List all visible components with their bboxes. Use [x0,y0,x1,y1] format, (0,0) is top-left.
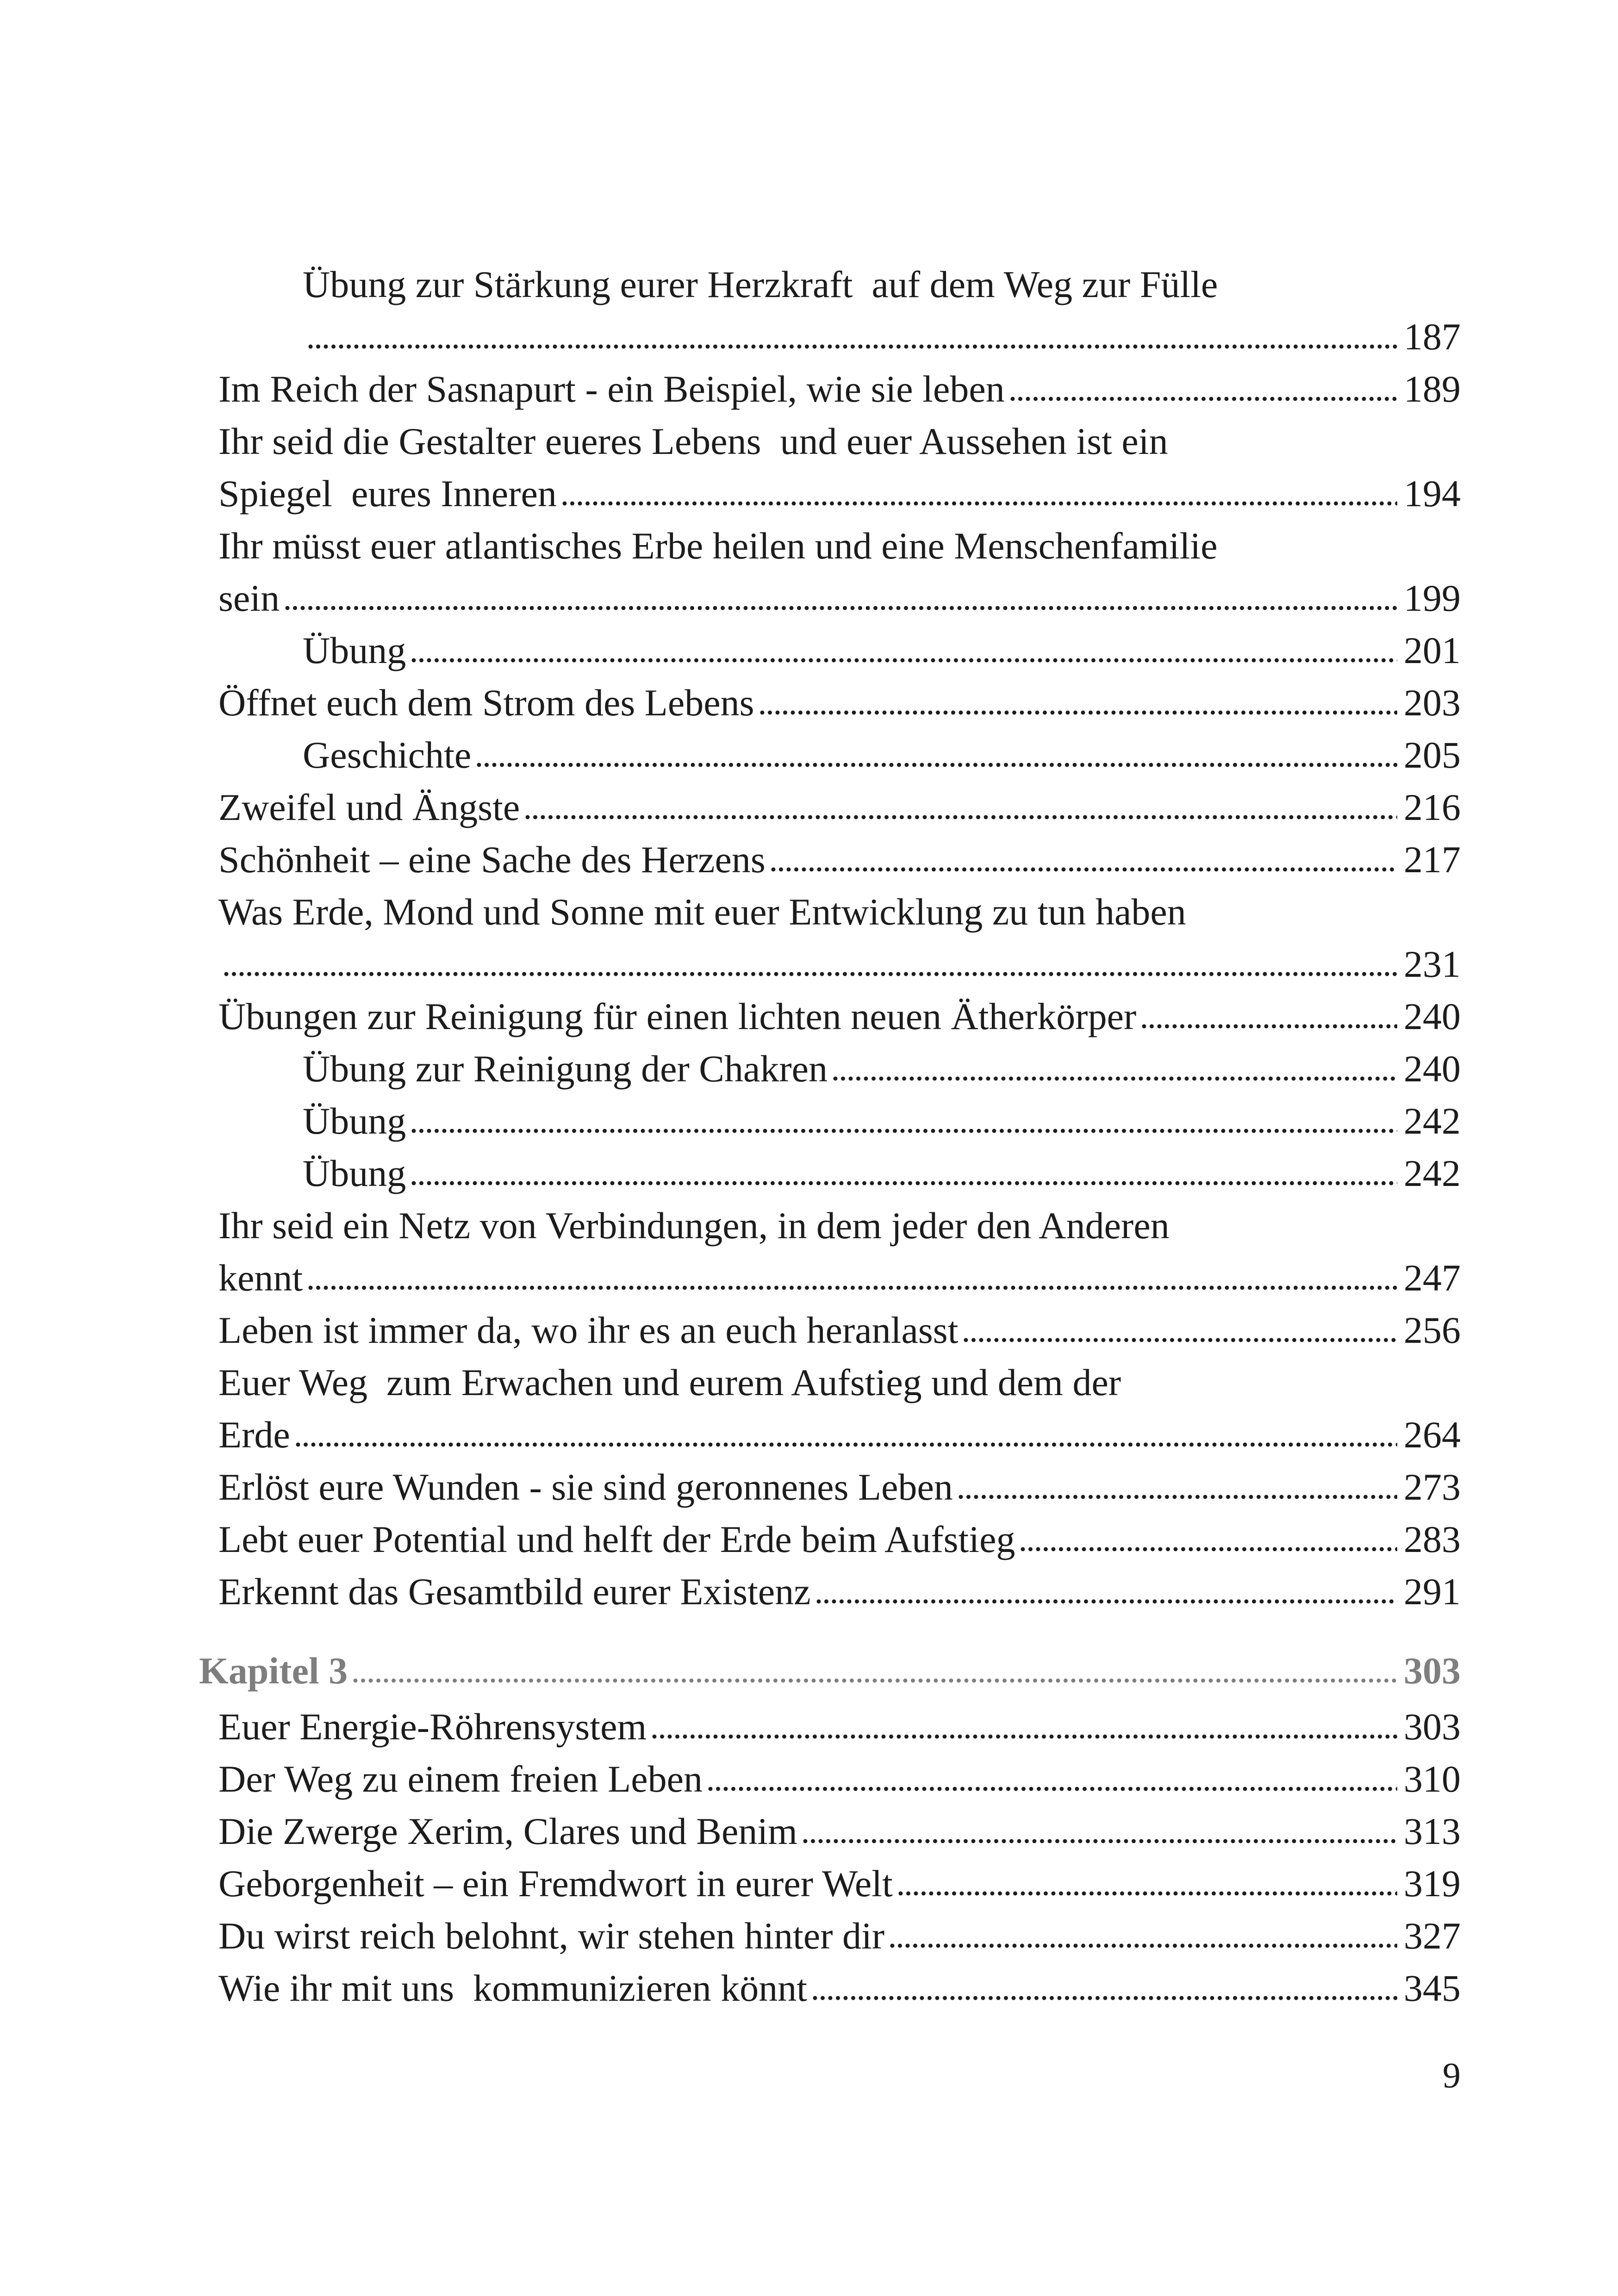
toc-entry-last-line [218,990,1461,1043]
toc-entry-title: Erde [218,1414,290,1456]
toc-entry-page-number: 264 [1404,1414,1461,1456]
toc-entry-page-number: 310 [1404,1758,1461,1800]
toc-entry [218,1805,1461,1857]
toc-entry [218,1461,1461,1513]
dot-leader [760,708,1397,715]
toc-entry-page-number: 303 [1404,1706,1461,1748]
toc-entry-last-line [218,781,1461,833]
toc-entry [218,833,1461,886]
toc-entry-title: Erkennt das Gesamtbild eurer Existenz [218,1570,811,1613]
dot-leader [296,1440,1397,1447]
toc-entry [218,258,1461,363]
toc-entry [218,1095,1461,1147]
toc-entry [218,1565,1461,1618]
toc-entry-last-line [218,1461,1461,1513]
toc-entry-page-number: 242 [1404,1100,1461,1142]
toc-entry [218,990,1461,1043]
toc-entry-last-line [218,1805,1461,1857]
toc-entry-title: Übung [303,1100,406,1142]
dot-leader [958,1492,1397,1500]
toc-entry-title: Lebt euer Potential und helft der Erde beim Aufstieg [218,1518,1015,1560]
toc-entry-page-number: 247 [1404,1257,1461,1299]
toc-entry-last-line [218,1910,1461,1962]
toc-entry-last-line [218,833,1461,886]
dot-leader [1021,1545,1397,1552]
toc-entry-text-line: Was Erde, Mond und Sonne mit euer Entwicklung zu tun haben [218,891,1186,933]
dot-leader [890,1941,1397,1948]
toc-entry [218,1043,1461,1095]
toc-chapter-entry [199,1644,1461,1697]
toc-entry-title: Zweifel und Ängste [218,786,520,828]
toc-entry [218,1753,1461,1805]
toc-entry [218,1199,1461,1304]
toc-entry [218,1513,1461,1565]
toc-entry-title: Leben ist immer da, wo ihr es an euch heranlasst [218,1309,958,1351]
toc-entry-title: Übung [303,1152,406,1194]
toc-entry-last-line [218,676,1461,729]
toc-entry-title: kennt [218,1257,303,1299]
toc-entry [218,886,1461,990]
toc-entry [218,1857,1461,1910]
toc-entry [218,1304,1461,1356]
dot-leader [308,342,1397,349]
toc-entry [218,781,1461,833]
dot-leader [898,1889,1397,1896]
toc-entry-last-line [303,624,1461,676]
toc-entry-title: Öffnet euch dem Strom des Lebens [218,682,754,724]
dot-leader [353,1676,1397,1683]
toc-entry-last-line [218,1409,1461,1461]
toc-entry-page-number: 231 [1404,943,1461,985]
toc-entry [218,1910,1461,1962]
toc-entry-title: Geschichte [303,734,472,776]
toc-entry [218,624,1461,676]
dot-leader [813,1993,1397,2001]
toc-entry-last-line [303,1043,1461,1095]
toc-entry-title: Kapitel 3 [199,1650,348,1692]
toc-entry-text-line: Euer Weg zum Erwachen und eurem Aufstieg und dem der [218,1361,1121,1403]
dot-leader [964,1335,1397,1343]
toc-entry-last-line [218,1962,1461,2014]
toc-entry-title: Schönheit – eine Sache des Herzens [218,838,765,881]
toc-entry-last-line [218,572,1461,624]
toc-entry-title: Übung zur Reinigung der Chakren [303,1048,828,1090]
toc-entry-page-number: 240 [1404,1048,1461,1090]
toc-entry [218,1962,1461,2014]
dot-leader [803,1837,1397,1844]
toc-entry-title: Wie ihr mit uns kommunizieren könnt [218,1967,808,2009]
dot-leader [477,760,1397,768]
toc-entry [218,1700,1461,1753]
toc-entry-last-line [218,1252,1461,1304]
dot-leader [771,865,1397,872]
page-number: 9 [1443,2055,1461,2095]
toc-entry-page-number: 240 [1404,995,1461,1037]
toc-entry-page-number: 313 [1404,1810,1461,1852]
toc-entry-last-line [303,310,1461,363]
toc-entry-page-number: 273 [1404,1466,1461,1508]
toc-entry [218,520,1461,624]
dot-leader [1010,394,1397,402]
dot-leader [833,1074,1397,1081]
toc-entry-page-number: 303 [1404,1650,1461,1692]
toc-entry-last-line [303,1147,1461,1199]
table-of-contents [199,258,1461,2014]
dot-leader [562,499,1397,506]
toc-entry-text-line: Ihr seid die Gestalter eueres Lebens und euer Aussehen ist ein [218,420,1168,462]
dot-leader [525,813,1397,820]
dot-leader [285,603,1397,611]
dot-leader [708,1784,1397,1792]
toc-entry-title: Erlöst eure Wunden - sie sind geronnenes Leben [218,1466,953,1508]
toc-entry-last-line [303,1095,1461,1147]
toc-entry-last-line [218,1304,1461,1356]
toc-entry-last-line [218,1565,1461,1618]
toc-entry-title: Euer Energie-Röhrensystem [218,1706,647,1748]
toc-entry-last-line [218,1700,1461,1753]
toc-entry [218,1356,1461,1461]
toc-entry-page-number: 217 [1404,838,1461,881]
toc-entry-title: Spiegel eures Inneren [218,472,557,515]
toc-entry-page-number: 291 [1404,1570,1461,1613]
toc-entry-title: Im Reich der Sasnapurt - ein Beispiel, wie sie leben [218,368,1005,410]
toc-entry-last-line [303,729,1461,781]
toc-entry [218,415,1461,520]
toc-entry-page-number: 203 [1404,682,1461,724]
toc-entry-text-line: Übung zur Stärkung eurer Herzkraft auf dem Weg zur Fülle [303,263,1218,305]
toc-entry-last-line [218,938,1461,990]
toc-entry [218,1147,1461,1199]
toc-entry-title: Du wirst reich belohnt, wir stehen hinter dir [218,1915,885,1957]
toc-entry-page-number: 283 [1404,1518,1461,1560]
toc-entry-page-number: 242 [1404,1152,1461,1194]
toc-entry [218,729,1461,781]
toc-entry-last-line [218,363,1461,415]
toc-entry-page-number: 205 [1404,734,1461,776]
dot-leader [1142,1022,1397,1029]
toc-entry-page-number: 194 [1404,472,1461,515]
toc-entry-title: Geborgenheit – ein Fremdwort in eurer Welt [218,1862,893,1905]
toc-entry-page-number: 256 [1404,1309,1461,1351]
toc-entry-page-number: 189 [1404,368,1461,410]
toc-entry-page-number: 216 [1404,786,1461,828]
toc-entry-last-line [218,467,1461,520]
toc-entry-page-number: 187 [1404,316,1461,358]
toc-entry-page-number: 201 [1404,629,1461,671]
toc-entry [218,363,1461,415]
toc-entry-last-line [218,1857,1461,1910]
toc-entry-page-number: 319 [1404,1862,1461,1905]
toc-entry-title: Übungen zur Reinigung für einen lichten neuen Ätherkörper [218,995,1137,1037]
toc-entry-page-number: 199 [1404,577,1461,619]
toc-entry-page-number: 345 [1404,1967,1461,2009]
dot-leader [308,1283,1397,1291]
dot-leader [411,1179,1397,1186]
toc-entry-title: Die Zwerge Xerim, Clares und Benim [218,1810,797,1852]
dot-leader [411,656,1397,663]
dot-leader [816,1597,1397,1604]
dot-leader [411,1126,1397,1134]
toc-entry-last-line [199,1644,1461,1697]
toc-entry-page-number: 327 [1404,1915,1461,1957]
toc-entry-title: sein [218,577,280,619]
toc-entry-title: Übung [303,629,406,671]
toc-entry-text-line: Ihr müsst euer atlantisches Erbe heilen und eine Menschenfamilie [218,525,1218,567]
toc-entry-title: Der Weg zu einem freien Leben [218,1758,703,1800]
toc-entry [218,676,1461,729]
dot-leader [652,1732,1397,1739]
toc-entry-last-line [218,1513,1461,1565]
toc-entry-text-line: Ihr seid ein Netz von Verbindungen, in dem jeder den Anderen [218,1204,1170,1247]
toc-entry-last-line [218,1753,1461,1805]
dot-leader [224,969,1397,977]
